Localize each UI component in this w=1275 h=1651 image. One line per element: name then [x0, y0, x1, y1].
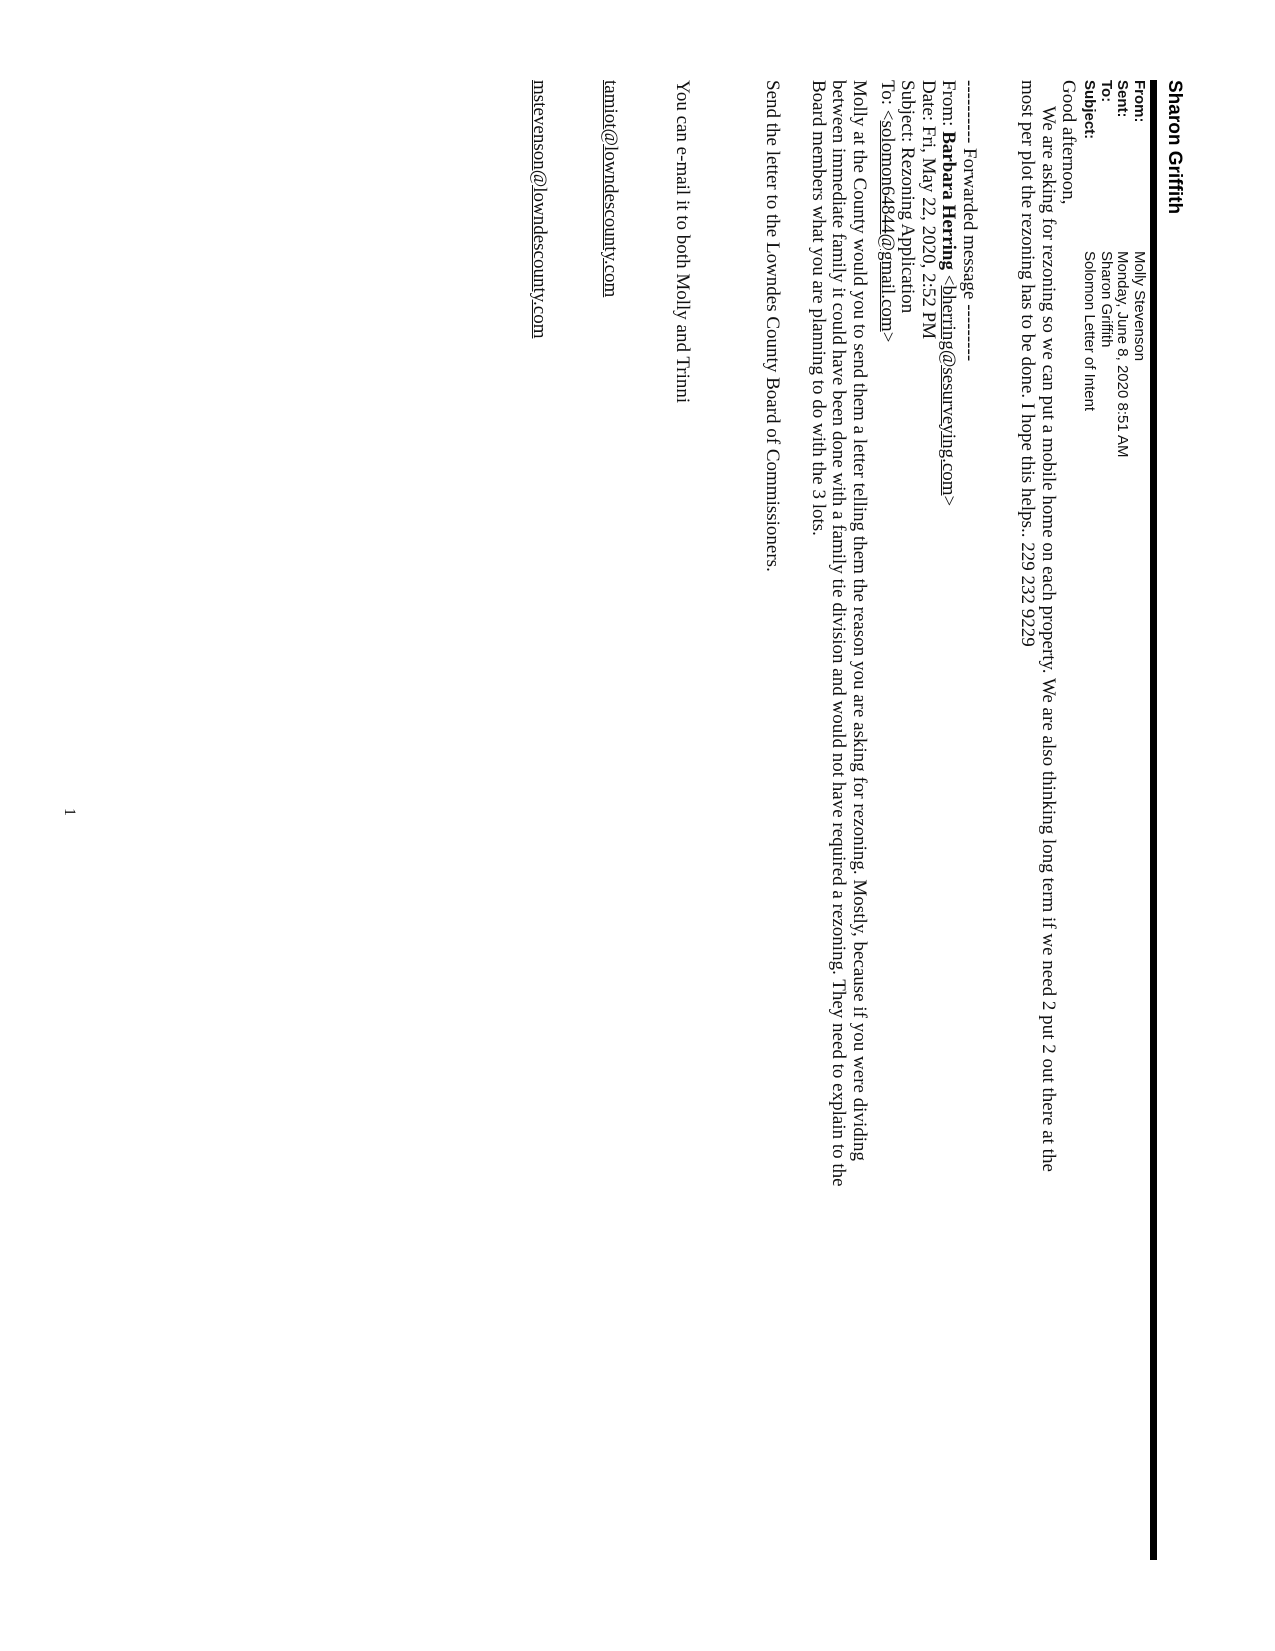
forwarded-to-prefix: To: < — [877, 80, 898, 121]
subject-value: Solomon Letter of Intent — [1081, 251, 1099, 412]
forwarded-to-close: > — [877, 331, 898, 343]
forwarded-from-line — [938, 80, 959, 506]
meta-row-to — [1098, 80, 1115, 458]
forwarded-subject-line: Subject: Rezoning Application — [897, 80, 919, 314]
paragraph-line: between immediate family it could have been done with a family tie division and would not have required a rezoning. They need to explain to the — [828, 80, 850, 1187]
paragraph-line: We are asking for rezoning so we can put a mobile home on each property. We are also thinking long term if we need 2 put 2 out there at the — [1038, 106, 1059, 1172]
paragraph-line: Molly at the County would you to send them a letter telling them the reason you are asking for rezoning. Mostly, because if you were dividing — [849, 80, 870, 1161]
greeting: Good afternoon, — [1058, 80, 1079, 205]
forwarded-divider: ---------- Forwarded message --------- — [959, 80, 980, 362]
to-label: To: — [1098, 80, 1115, 103]
email-address-link-tamiot[interactable]: tamiot@lowndescounty.com — [600, 80, 621, 298]
forwarded-date-line: Date: Fri, May 22, 2020, 2:52 PM — [918, 80, 939, 340]
forwarded-to-email-link[interactable]: solomon64844@gmail.com — [877, 120, 898, 332]
sent-label: Sent: — [1114, 80, 1132, 118]
from-label: From: — [1131, 80, 1148, 123]
paragraph-line: most per plot the rezoning has to be done. I hope this helps.. 229 232 9229 — [1017, 80, 1039, 647]
sender-name-heading: Sharon Griffith — [1164, 80, 1185, 215]
from-value: Molly Stevenson — [1131, 251, 1148, 362]
email-address-link-mstevenson[interactable]: mstevenson@lowndescounty.com — [529, 80, 550, 339]
paragraph-county-instructions — [808, 80, 870, 1187]
email-meta-block — [1081, 80, 1147, 458]
sent-value: Monday, June 8, 2020 8:51 AM — [1114, 251, 1132, 458]
forwarded-from-open: < — [938, 269, 960, 286]
paragraph-line: Board members what you are planning to do with the 3 lots. — [808, 80, 829, 536]
meta-row-subject — [1081, 80, 1098, 458]
to-value: Sharon Griffith — [1098, 251, 1115, 348]
page-number: 1 — [61, 808, 78, 816]
paragraph-rezoning-reason — [1017, 80, 1058, 1172]
meta-row-from — [1131, 80, 1148, 458]
send-letter-line: Send the letter to the Lowndes County Board of Commissioners. — [762, 80, 783, 572]
forwarded-from-email-link[interactable]: bherring@sesurveying.com — [938, 285, 960, 496]
forwarded-from-close: > — [938, 495, 960, 507]
header-divider — [1150, 80, 1157, 1560]
meta-row-sent — [1114, 80, 1131, 458]
email-both-line: You can e-mail it to both Molly and Trinni — [672, 80, 693, 404]
forwarded-from-name: Barbara Herring — [938, 131, 960, 270]
forwarded-to-line — [877, 80, 898, 506]
subject-label: Subject: — [1081, 80, 1099, 140]
forwarded-message-block — [877, 80, 980, 506]
forwarded-from-prefix: From: — [938, 80, 960, 132]
